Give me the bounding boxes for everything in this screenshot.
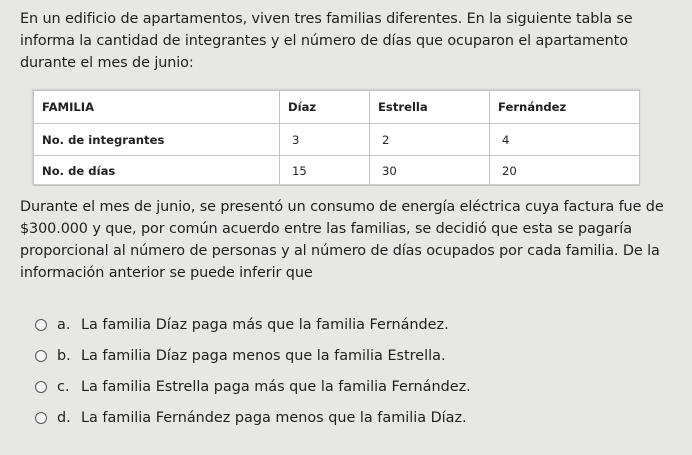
table-header-cell: Fernández — [490, 91, 640, 124]
table-cell: 15 — [280, 156, 370, 186]
table-cell: 4 — [490, 124, 640, 156]
table-header-cell: Estrella — [370, 91, 490, 124]
option-letter: a. — [57, 316, 71, 333]
table-row-label: No. de días — [34, 156, 280, 186]
table-row-label: No. de integrantes — [34, 124, 280, 156]
table-cell: 30 — [370, 156, 490, 186]
option-b[interactable] — [35, 340, 655, 371]
option-text: La familia Fernández paga menos que la familia Díaz. — [81, 409, 467, 426]
table-header-row — [34, 91, 640, 124]
table-cell: 3 — [280, 124, 370, 156]
radio-icon[interactable] — [35, 319, 47, 331]
intro-paragraph: En un edificio de apartamentos, viven tres familias diferentes. En la siguiente tabla se informa la cantidad de integrantes y el número de días que ocuparon el apartamento durante el mes de junio: — [20, 11, 633, 71]
option-letter: c. — [57, 378, 70, 395]
table-cell: 20 — [490, 156, 640, 186]
radio-icon[interactable] — [35, 412, 47, 424]
option-c[interactable] — [35, 371, 655, 402]
families-table — [32, 89, 640, 185]
table-header-cell: Díaz — [280, 91, 370, 124]
radio-icon[interactable] — [35, 350, 47, 362]
option-a[interactable] — [35, 309, 655, 340]
option-text: La familia Estrella paga más que la familia Fernández. — [81, 378, 471, 395]
table-row — [34, 156, 640, 186]
radio-icon[interactable] — [35, 381, 47, 393]
problem-statement: Durante el mes de junio, se presentó un consumo de energía eléctrica cuya factura fue de $300.000 y que, por común acuerdo entre las familias, se decidió que esta se pagaría proporcional al número de personas y al número de días ocupados por cada familia. De la información anterior se puede inferir que — [20, 199, 664, 281]
option-d[interactable] — [35, 402, 655, 433]
option-text: La familia Díaz paga menos que la familia Estrella. — [81, 347, 446, 364]
option-letter: d. — [57, 409, 71, 426]
answer-options — [35, 309, 655, 433]
option-text: La familia Díaz paga más que la familia Fernández. — [81, 316, 449, 333]
table-row — [34, 124, 640, 156]
table-header-cell: FAMILIA — [34, 91, 280, 124]
table-cell: 2 — [370, 124, 490, 156]
option-letter: b. — [57, 347, 71, 364]
